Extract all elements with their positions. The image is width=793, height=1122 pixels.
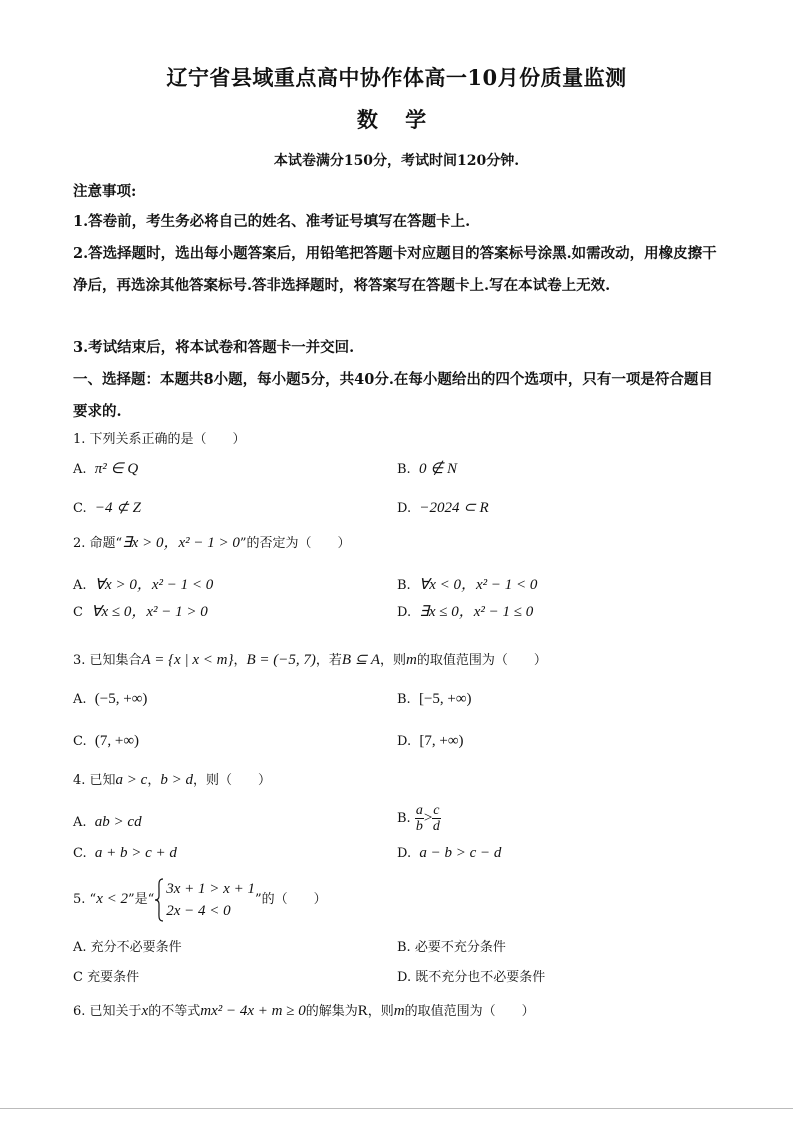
q6-sep-3: ，则 [367,1004,394,1019]
q2-option-c[interactable] [73,601,208,624]
q3-var-m: m [406,652,417,668]
q2-stem-math: ∃x > 0，x² − 1 > 0 [122,535,240,551]
q3-sep-1: ， [233,653,247,668]
option-letter: A. [73,815,87,830]
note-1: 1.答卷前，考生务必将自己的姓名、准考证号填写在答题卡上. [73,213,471,230]
option-letter: B. [397,811,411,826]
option-math: (7, +∞) [94,733,140,749]
option-letter: B. [397,692,411,707]
q6-var-m: m [393,1003,405,1019]
option-math: a − b > c − d [419,845,502,861]
q2-option-b[interactable] [397,574,537,597]
exam-info: 本试卷满分150分，考试时间120分钟. [273,153,520,169]
option-math: ∀x < 0，x² − 1 < 0 [418,577,538,593]
q6-sep-1: 的不等式 [148,1004,201,1019]
fraction-a-over-b [415,803,424,834]
q5-option-a[interactable]: A. 充分不必要条件 [73,940,182,955]
q6-reals: R [357,1003,368,1019]
frac-num: a [415,803,423,818]
q4-sep: ， [147,773,161,788]
option-math: ∀x ≤ 0，x² − 1 > 0 [91,604,208,620]
system-line-2: 2x − 4 < 0 [166,902,231,919]
q1-stem: 1. 下列关系正确的是（ ） [73,432,246,447]
option-letter: B. [397,578,411,593]
q5-stem-pre: 5. “ [73,892,97,907]
q5-option-d[interactable]: D. 既不充分也不必要条件 [397,970,546,985]
q3-subset: B ⊆ A [341,652,381,668]
option-math: π² ∈ Q [94,461,139,477]
q3-option-c[interactable] [73,730,139,753]
q3-stem-post: 的取值范围为（ ） [416,653,547,668]
q4-cond-1: a > c [115,772,148,788]
option-math: ab > cd [94,814,142,830]
option-letter: D. [397,734,412,749]
option-math: 0 ∉ N [418,461,458,477]
option-letter: B. [397,462,411,477]
option-math: −4 ⊄ Z [94,500,141,516]
q1-option-d[interactable] [397,497,489,520]
option-math: ∀x > 0，x² − 1 < 0 [94,577,214,593]
q1-option-a[interactable] [73,458,138,481]
option-letter: D. [397,605,412,620]
q4-cond-2: b > d [160,772,193,788]
q3-stem [73,649,547,672]
option-math: −2024 ⊂ R [419,500,489,516]
q5-option-c[interactable]: C 充要条件 [73,970,140,985]
option-math: [7, +∞) [419,733,464,749]
q1-option-b[interactable] [397,458,457,481]
note-2: 2.答选择题时，选出每小题答案后，用铅笔把答题卡对应题目的答案标号涂黑.如需改动，用橡皮擦干净后，再选涂其他答案标号.答非选择题时，将答案写在答题卡上.写在本试卷上无效. [73,245,717,294]
q5-stem-post: ”的（ ） [254,892,327,907]
system-line-1: 3x + 1 > x + 1 [166,880,255,897]
q5-option-b[interactable]: B. 必要不充分条件 [397,940,506,955]
option-letter: A. [73,692,87,707]
q3-option-b[interactable] [397,688,472,711]
option-letter: C. [73,501,87,516]
notes-heading: 注意事项: [73,183,137,200]
q6-stem [73,1000,535,1023]
option-math: a + b > c + d [94,845,177,861]
q3-set-a: A = {x | x < m} [141,652,234,668]
frac-num: c [433,803,440,818]
option-letter: A. [73,462,87,477]
q2-stem-pre: 2. 命题“ [73,536,123,551]
fraction-c-over-d [432,803,440,834]
q3-stem-pre: 3. 已知集合 [73,653,142,668]
q3-option-a[interactable] [73,688,147,711]
option-letter: D. [397,501,412,516]
q4-option-d[interactable] [397,842,501,865]
option-letter: C [73,605,83,620]
q6-inequality: mx² − 4x + m ≥ 0 [200,1003,306,1019]
option-letter: A. [73,578,87,593]
option-math: (−5, +∞) [94,691,148,707]
q4-option-b[interactable] [397,803,441,834]
q6-stem-post: 的取值范围为（ ） [404,1004,535,1019]
option-math: [−5, +∞) [418,691,472,707]
q4-option-a[interactable] [73,811,142,834]
option-letter: D. [397,846,412,861]
page-bottom-divider [0,1108,793,1109]
q3-sep-2: ，若 [315,653,342,668]
option-math: ∃x ≤ 0，x² − 1 ≤ 0 [419,604,534,620]
note-3: 3.考试结束后，将本试卷和答题卡一并交回. [73,339,355,356]
gt-sign: > [423,810,433,826]
q4-stem-post: ，则（ ） [192,773,271,788]
q5-sep: ”是“ [127,892,155,907]
exam-title: 辽宁省县域重点高中协作体高一10月份质量监测 [166,65,627,90]
q2-stem [73,532,351,555]
q1-option-c[interactable] [73,497,141,520]
option-letter: C. [73,734,87,749]
section-1-heading: 一、选择题：本题共8小题，每小题5分，共40分.在每小题给出的四个选项中，只有一项是符合题目要求的. [73,371,713,420]
q6-sep-2: 的解集为 [305,1004,358,1019]
q2-stem-post: ”的否定为（ ） [239,536,351,551]
q2-option-d[interactable] [397,601,533,624]
q6-var-x: x [141,1003,149,1019]
q5-cond: x < 2 [96,891,128,907]
q3-sep-3: ，则 [380,653,407,668]
q3-option-d[interactable] [397,730,464,753]
inequality-system [154,878,255,922]
option-letter: C. [73,846,87,861]
subject-title: 数 学 [356,107,437,132]
left-brace-icon [154,878,164,922]
q4-stem [73,769,271,792]
q4-stem-pre: 4. 已知 [73,773,116,788]
frac-den: b [415,819,423,834]
q5-stem [73,877,327,922]
q2-option-a[interactable] [73,574,213,597]
q4-option-c[interactable] [73,842,177,865]
q3-set-b: B = (−5, 7) [246,652,316,668]
q6-stem-pre: 6. 已知关于 [73,1004,142,1019]
frac-den: d [432,819,440,834]
